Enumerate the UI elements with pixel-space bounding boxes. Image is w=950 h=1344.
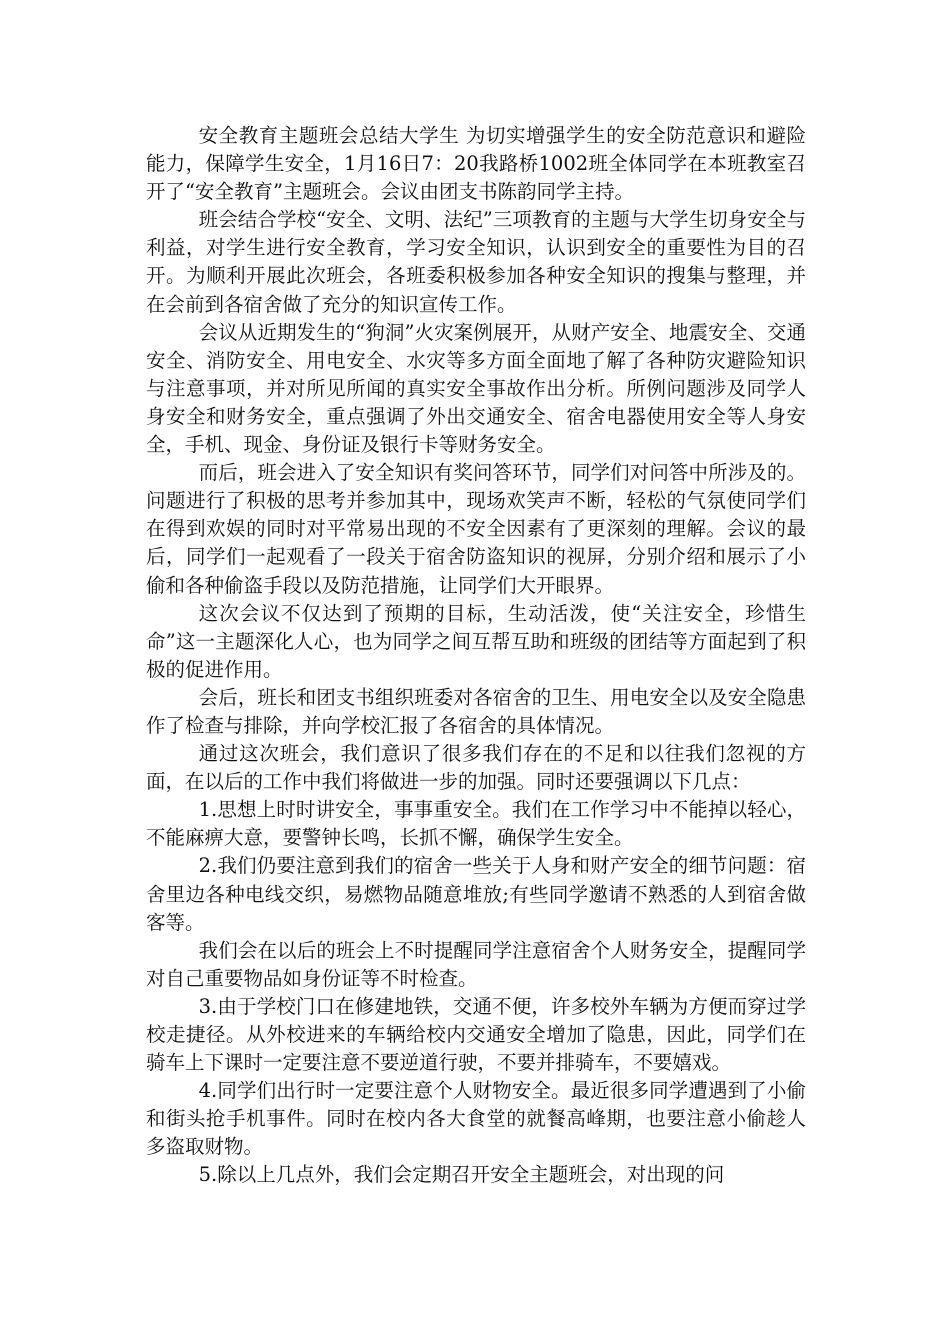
- paragraph-1: 安全教育主题班会总结大学生 为切实增强学生的安全防范意识和避险能力，保障学生安全，1月16日7：20我路桥1002班全体同学在本班教室召开了“安全教育”主题班会。会议由团支书陈韵同学主持。: [146, 124, 806, 204]
- paragraph-6: 会后，班长和团支书组织班委对各宿舍的卫生、用电安全以及安全隐患作了检查与排除，并向学校汇报了各宿舍的具体情况。: [146, 685, 806, 737]
- document-body: [146, 122, 806, 1190]
- list-item-4: 4.同学们出行时一定要注意个人财物安全。最近很多同学遭遇到了小偷和街头抢手机事件。同时在校内各大食堂的就餐高峰期，也要注意小偷趁人多盗取财物。: [146, 1079, 806, 1159]
- paragraph-4: 而后，班会进入了安全知识有奖问答环节，同学们对问答中所涉及的。问题进行了积极的思考并参加其中，现场欢笑声不断，轻松的气氛使同学们在得到欢娱的同时对平常易出现的不安全因素有了更深刻的理解。会议的最后，同学们一起观看了一段关于宿舍防盗知识的视屏，分别介绍和展示了小偷和各种偷盗手段以及防范措施，让同学们大开眼界。: [146, 461, 806, 597]
- list-item-3: 3.由于学校门口在修建地铁，交通不便，许多校外车辆为方便而穿过学校走捷径。从外校进来的车辆给校内交通安全增加了隐患，因此，同学们在骑车上下课时一定要注意不要逆道行驶，不要并排骑车，不要嬉戏。: [146, 994, 806, 1075]
- paragraph-2: 班会结合学校“安全、文明、法纪”三项教育的主题与大学生切身安全与利益，对学生进行安全教育，学习安全知识，认识到安全的重要性为目的召开。为顺利开展此次班会，各班委积极参加各种安全知识的搜集与整理，并在会前到各宿舍做了充分的知识宣传工作。: [146, 208, 806, 316]
- paragraph-7: 通过这次班会，我们意识了很多我们存在的不足和以往我们忽视的方面，在以后的工作中我们将做进一步的加强。同时还要强调以下几点：: [146, 742, 806, 794]
- paragraph-5: 这次会议不仅达到了预期的目标，生动活泼，使“关注安全，珍惜生命”这一主题深化人心，也为同学之间互帮互助和班级的团结等方面起到了积极的促进作用。: [146, 601, 806, 681]
- paragraph-3: 会议从近期发生的“狗洞”火灾案例展开，从财产安全、地震安全、交通安全、消防安全、用电安全、水灾等多方面全面地了解了各种防灾避险知识与注意事项，并对所见所闻的真实安全事故作出分析。所例问题涉及同学人身安全和财务安全，重点强调了外出交通安全、宿舍电器使用安全等人身安全，手机、现金、身份证及银行卡等财务安全。: [146, 320, 806, 457]
- paragraph-8: 我们会在以后的班会上不时提醒同学注意宿舍个人财务安全，提醒同学对自己重要物品如身份证等不时检查。: [146, 938, 806, 990]
- list-item-5: 5.除以上几点外，我们会定期召开安全主题班会，对出现的问: [198, 1163, 725, 1187]
- list-item-1: 1.思想上时时讲安全，事事重安全。我们在工作学习中不能掉以轻心，不能麻痹大意，要警钟长鸣，长抓不懈，确保学生安全。: [146, 798, 806, 850]
- list-item-2: 2.我们仍要注意到我们的宿舍一些关于人身和财产安全的细节问题：宿舍里边各种电线交织，易燃物品随意堆放;有些同学邀请不熟悉的人到宿舍做客等。: [146, 854, 806, 934]
